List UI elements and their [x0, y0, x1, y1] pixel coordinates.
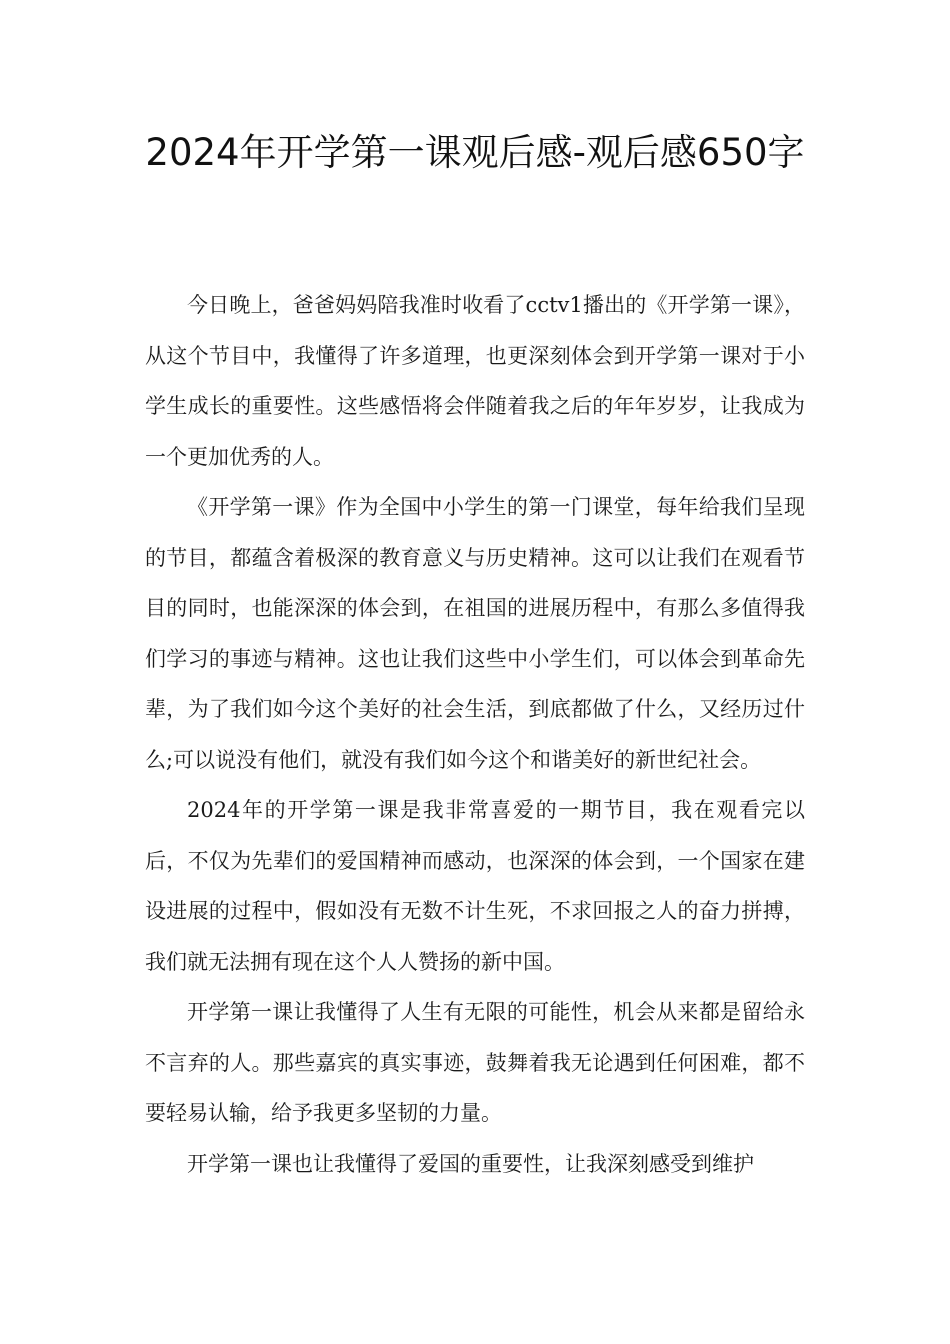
- paragraph: 开学第一课也让我懂得了爱国的重要性，让我深刻感受到维护: [187, 1151, 754, 1176]
- paragraph: 2024年的开学第一课是我非常喜爱的一期节目，我在观看完以后，不仅为先辈们的爱国精神而感动，也深深的体会到，一个国家在建设进展的过程中，假如没有无数不计生死，不求回报之人的奋力拼搏，我们就无法拥有现在这个人人赞扬的新中国。: [145, 798, 805, 974]
- paragraph: 《开学第一课》作为全国中小学生的第一门课堂，每年给我们呈现的节目，都蕴含着极深的教育意义与历史精神。这可以让我们在观看节目的同时，也能深深的体会到，在祖国的进展历程中，有那么多值得我们学习的事迹与精神。这也让我们这些中小学生们，可以体会到革命先辈，为了我们如今这个美好的社会生活，到底都做了什么，又经历过什么;可以说没有他们，就没有我们如今这个和谐美好的新世纪社会。: [145, 495, 805, 772]
- document-title: 2024年开学第一课观后感-观后感650字: [145, 131, 805, 174]
- paragraph: 开学第一课让我懂得了人生有无限的可能性，机会从来都是留给永不言弃的人。那些嘉宾的真实事迹，鼓舞着我无论遇到任何困难，都不要轻易认输，给予我更多坚韧的力量。: [145, 1000, 805, 1125]
- paragraph: 今日晚上，爸爸妈妈陪我准时收看了cctv1播出的《开学第一课》，从这个节目中，我懂得了许多道理，也更深刻体会到开学第一课对于小学生成长的重要性。这些感悟将会伴随着我之后的年年岁岁，让我成为一个更加优秀的人。: [145, 293, 805, 469]
- document-body: [145, 280, 805, 1189]
